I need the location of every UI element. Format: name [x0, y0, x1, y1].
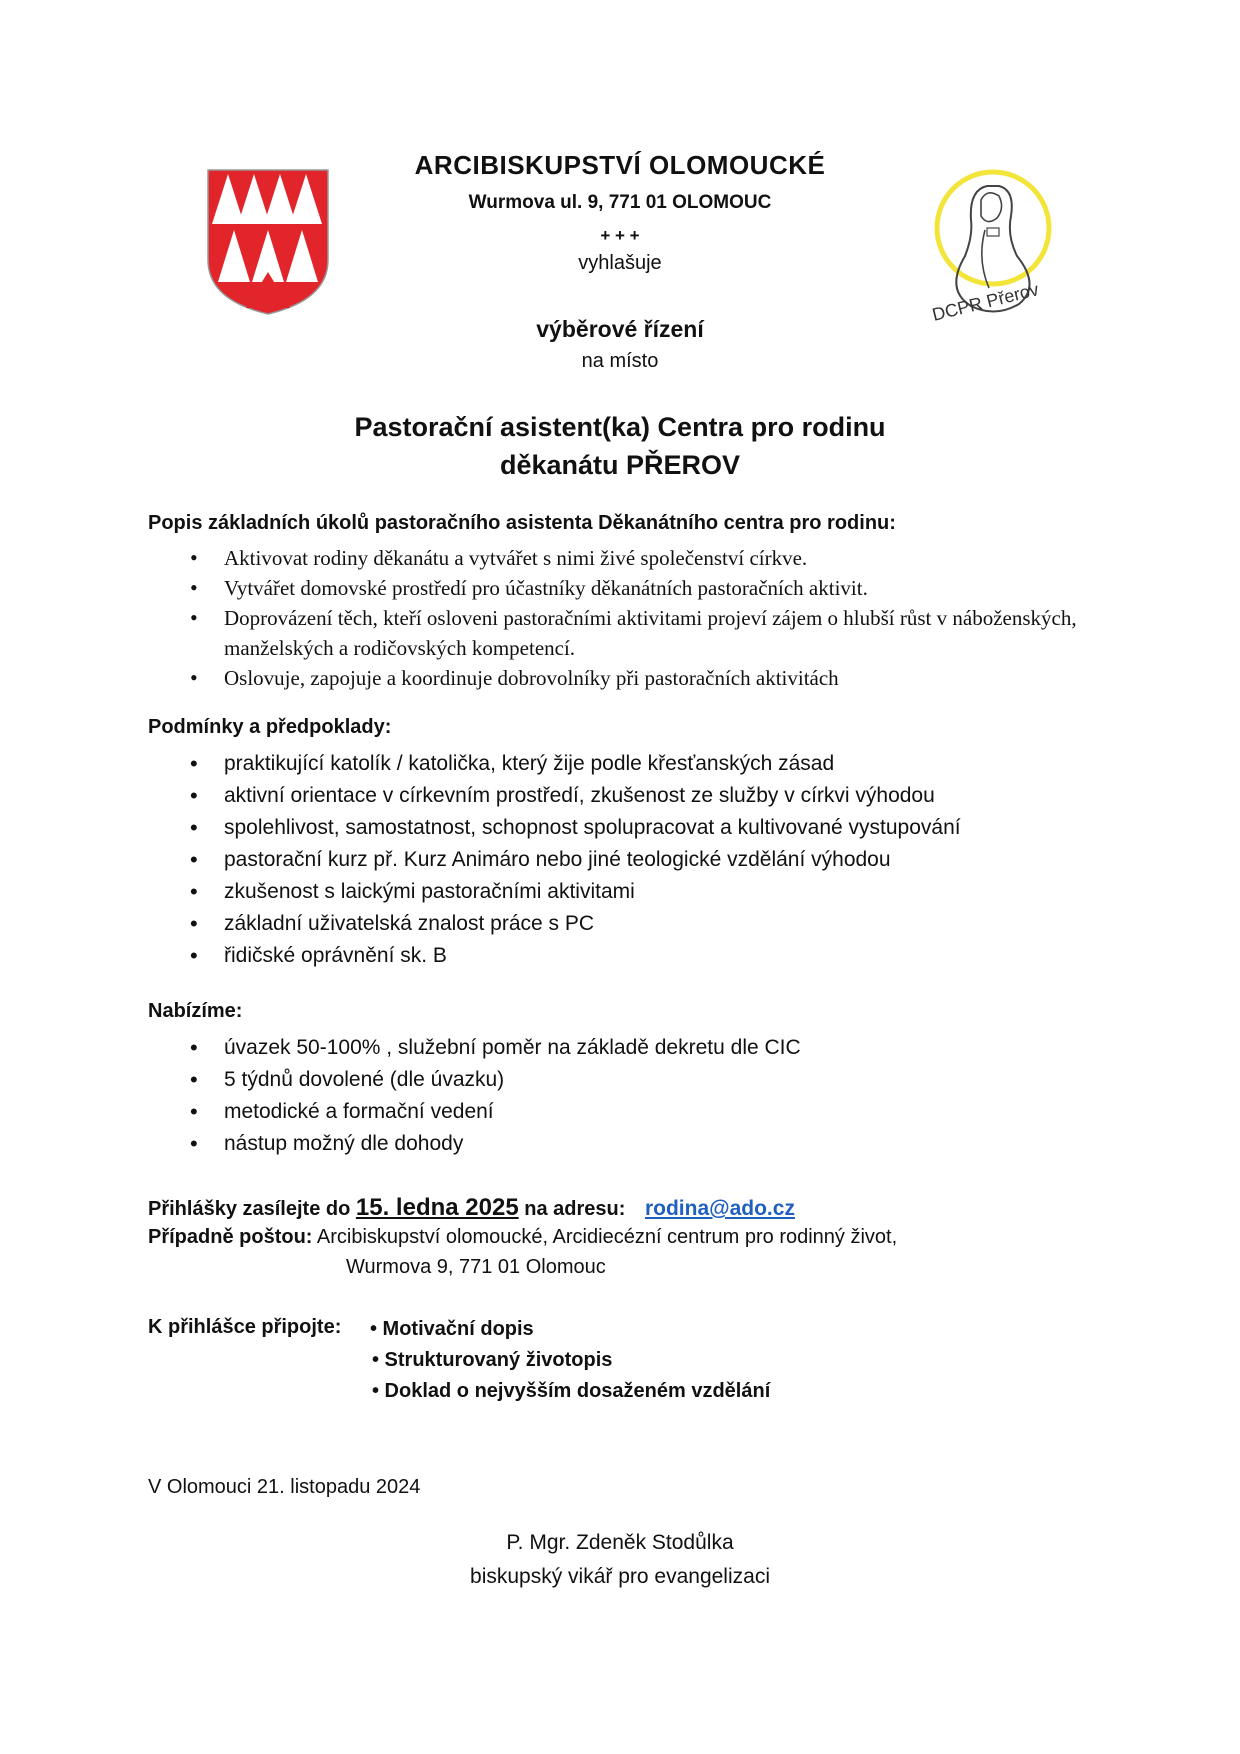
signature-block: [380, 1526, 860, 1594]
apply-suffix: na adresu:: [524, 1198, 626, 1220]
list-item: • nástup možný dle dohody: [190, 1128, 1090, 1160]
duties-list: [190, 543, 1090, 693]
dcpr-logo: [925, 160, 1065, 336]
apply-prefix: Přihlášky zasílejte do: [148, 1198, 351, 1220]
list-item: • Vytvářet domovské prostředí pro účastníky děkanátních pastoračních aktivit.: [190, 573, 1090, 603]
duties-heading: Popis základních úkolů pastoračního asistenta Děkanátního centra pro rodinu:: [148, 512, 896, 534]
list-item: • úvazek 50-100% , služební poměr na základě dekretu dle CIC: [190, 1032, 1090, 1064]
list-item: • Aktivovat rodiny děkanátu a vytvářet s nimi živé společenství církve.: [190, 543, 1090, 573]
list-item: • praktikující katolík / katolička, který žije podle křesťanských zásad: [190, 748, 1090, 780]
position-for-text: na místo: [581, 350, 659, 372]
organization-name: ARCIBISKUPSTVÍ OLOMOUCKÉ: [414, 150, 826, 180]
list-item: • pastorační kurz př. Kurz Animáro nebo jiné teologické vzdělání výhodou: [190, 844, 1090, 876]
offer-list: [190, 1032, 1090, 1160]
dcpr-logo-text: DCPR Přerov: [930, 279, 1041, 325]
application-line: [148, 1194, 795, 1222]
announces-text: vyhlašuje: [578, 252, 662, 274]
list-item: • 5 týdnů dovolené (dle úvazku): [190, 1064, 1090, 1096]
organization-address: Wurmova ul. 9, 771 01 OLOMOUC: [468, 192, 772, 213]
list-item: • spolehlivost, samostatnost, schopnost spolupracovat a kultivované vystupování: [190, 812, 1090, 844]
list-item: • zkušenost s laickými pastoračními aktivitami: [190, 876, 1090, 908]
signer-role: biskupský vikář pro evangelizaci: [470, 1565, 770, 1588]
list-item: • základní uživatelská znalost práce s PC: [190, 908, 1090, 940]
competition-title: výběrové řízení: [536, 316, 704, 342]
list-item: • Motivační dopis: [370, 1318, 534, 1340]
list-item: • metodické a formační vedení: [190, 1096, 1090, 1128]
job-title-line1: Pastorační asistent(ka) Centra pro rodinu: [354, 412, 886, 442]
attachments-label: K přihlášce připojte:: [148, 1316, 342, 1338]
post-line: [148, 1226, 897, 1249]
post-address-line1: Arcibiskupství olomoucké, Arcidiecézní centrum pro rodinný život,: [316, 1226, 898, 1248]
email-link[interactable]: rodina@ado.cz: [644, 1197, 795, 1220]
list-item: • řidičské oprávnění sk. B: [190, 940, 1090, 972]
list-item: • Strukturovaný životopis: [372, 1349, 613, 1371]
conditions-list: [190, 748, 1090, 972]
attachments-list: [370, 1314, 770, 1407]
offer-heading: Nabízíme:: [148, 1000, 243, 1022]
post-label: Případně poštou:: [148, 1226, 313, 1248]
list-item: • Oslovuje, zapojuje a koordinuje dobrovolníky při pastoračních aktivitách: [190, 663, 1090, 693]
list-item: • Doprovázení těch, kteří osloveni pastoračními aktivitami projeví zájem o hlubší růst v náboženských, manželských a rodičovských kompetencí.: [190, 603, 1094, 663]
signer-name: P. Mgr. Zdeněk Stodůlka: [506, 1531, 734, 1554]
job-title-line2: děkanátu PŘEROV: [499, 450, 741, 480]
conditions-heading: Podmínky a předpoklady:: [148, 716, 392, 738]
date-place: V Olomouci 21. listopadu 2024: [148, 1476, 421, 1498]
crosses-separator: + + +: [600, 226, 640, 245]
deadline-date: 15. ledna 2025: [355, 1194, 519, 1221]
list-item: • aktivní orientace v církevním prostředí, zkušenost ze služby v církvi výhodou: [190, 780, 1090, 812]
list-item: • Doklad o nejvyšším dosaženém vzdělání: [372, 1380, 771, 1402]
post-address-line2: Wurmova 9, 771 01 Olomouc: [346, 1256, 606, 1278]
job-title: [220, 408, 1020, 484]
